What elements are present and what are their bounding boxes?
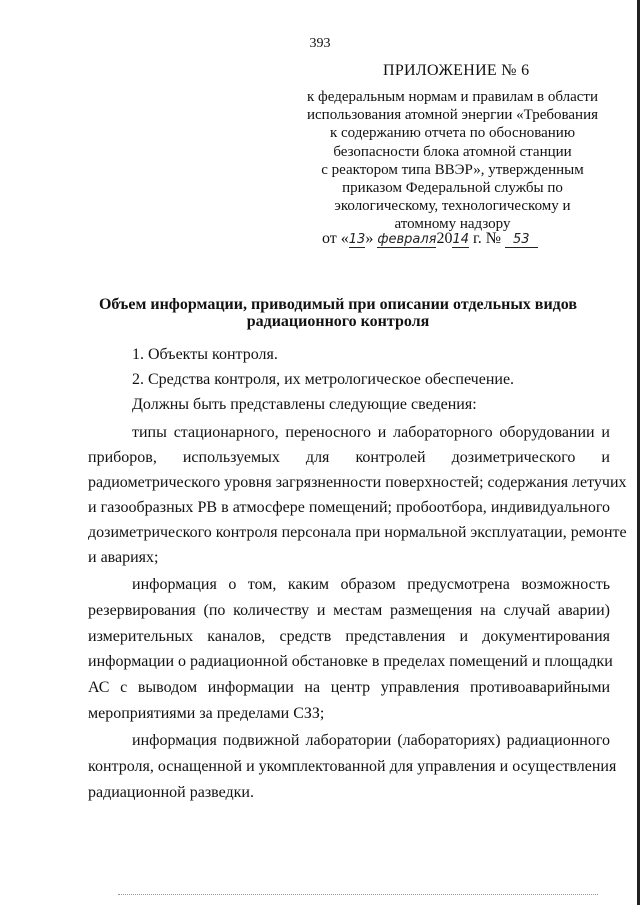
paragraph-line: типы стационарного, переносного и лабораторного оборудовании и xyxy=(132,424,610,441)
paragraph-info xyxy=(88,572,613,727)
approval-line: к содержанию отчета по обоснованию xyxy=(329,125,576,142)
paragraph-line: контроля, оснащенной и укомплектованной для управления и осуществления xyxy=(88,758,617,775)
appendix-heading: ПРИЛОЖЕНИЕ № 6 xyxy=(383,62,530,79)
paragraph-line: приборов, используемых для контролей дозиметрического и xyxy=(88,449,610,466)
document-title xyxy=(88,296,588,330)
order-from-prefix: от « xyxy=(322,230,349,247)
approval-line: приказом Федеральной службы по xyxy=(342,180,563,197)
paragraph-line: мероприятиями за пределами СЗЗ; xyxy=(88,704,325,722)
approval-block xyxy=(280,88,625,234)
paragraph-line: и газообразных РВ в атмосфере помещений; пробоотбора, индивидуального xyxy=(88,499,610,516)
item-required-info: Должны быть представлены следующие сведения: xyxy=(132,396,477,413)
item-means: 2. Средства контроля, их метрологическое обеспечение. xyxy=(132,371,515,388)
approval-line: к федеральным нормам и правилам в области xyxy=(307,89,598,105)
approval-line: использования атомной энергии «Требования xyxy=(306,107,599,124)
approval-line: безопасности блока атомной станции xyxy=(333,143,572,160)
paragraph-line: резервирования (по количеству и местам размещения на случай аварии) xyxy=(88,601,610,619)
scan-artifact xyxy=(118,893,598,895)
approval-line: экологическому, технологическому и xyxy=(334,198,571,215)
paragraph-line: информация подвижной лаборатории (лабораториях) радиационного xyxy=(132,732,610,749)
paragraph-line: радиометрического уровня загрязненности поверхностей; содержания летучих xyxy=(88,474,627,491)
title-line: радиационного контроля xyxy=(246,313,430,330)
item-objects: 1. Объекты контроля. xyxy=(132,346,278,363)
order-year-prefix: 20 xyxy=(436,230,453,247)
paragraph-line: измерительных каналов, средств представления и документирования xyxy=(88,627,610,645)
paragraph-line: дозиметрического контроля персонала при нормальной эксплуатации, ремонте xyxy=(88,524,627,541)
approval-line: атомному надзору xyxy=(394,216,511,233)
paragraph-lab xyxy=(88,728,617,806)
approval-line: с реактором типа ВВЭР», утвержденным xyxy=(321,161,584,178)
paragraph-line: радиационной разведки. xyxy=(88,784,254,801)
order-month-handwritten: февраля xyxy=(377,232,437,247)
order-number-label: г. № xyxy=(473,230,502,247)
paragraph-line: информация о том, каким образом предусмотрена возможность xyxy=(132,576,610,593)
paragraph-line: информации о радиационной обстановке в пределах помещений и площадки xyxy=(88,653,613,671)
order-day-close: » xyxy=(365,230,374,247)
order-year-handwritten: 14 xyxy=(452,232,469,247)
paragraph-line: АС с выводом информации на центр управления противоаварийными xyxy=(88,679,610,697)
order-number-handwritten: 53 xyxy=(505,232,538,248)
order-date-line xyxy=(322,230,538,248)
page-number: 393 xyxy=(309,36,331,51)
title-line: Объем информации, приводимый при описании отдельных видов xyxy=(98,296,577,313)
paragraph-line: и авариях; xyxy=(88,549,159,566)
paragraph-types xyxy=(88,420,627,570)
order-day-handwritten: 13 xyxy=(348,232,366,247)
